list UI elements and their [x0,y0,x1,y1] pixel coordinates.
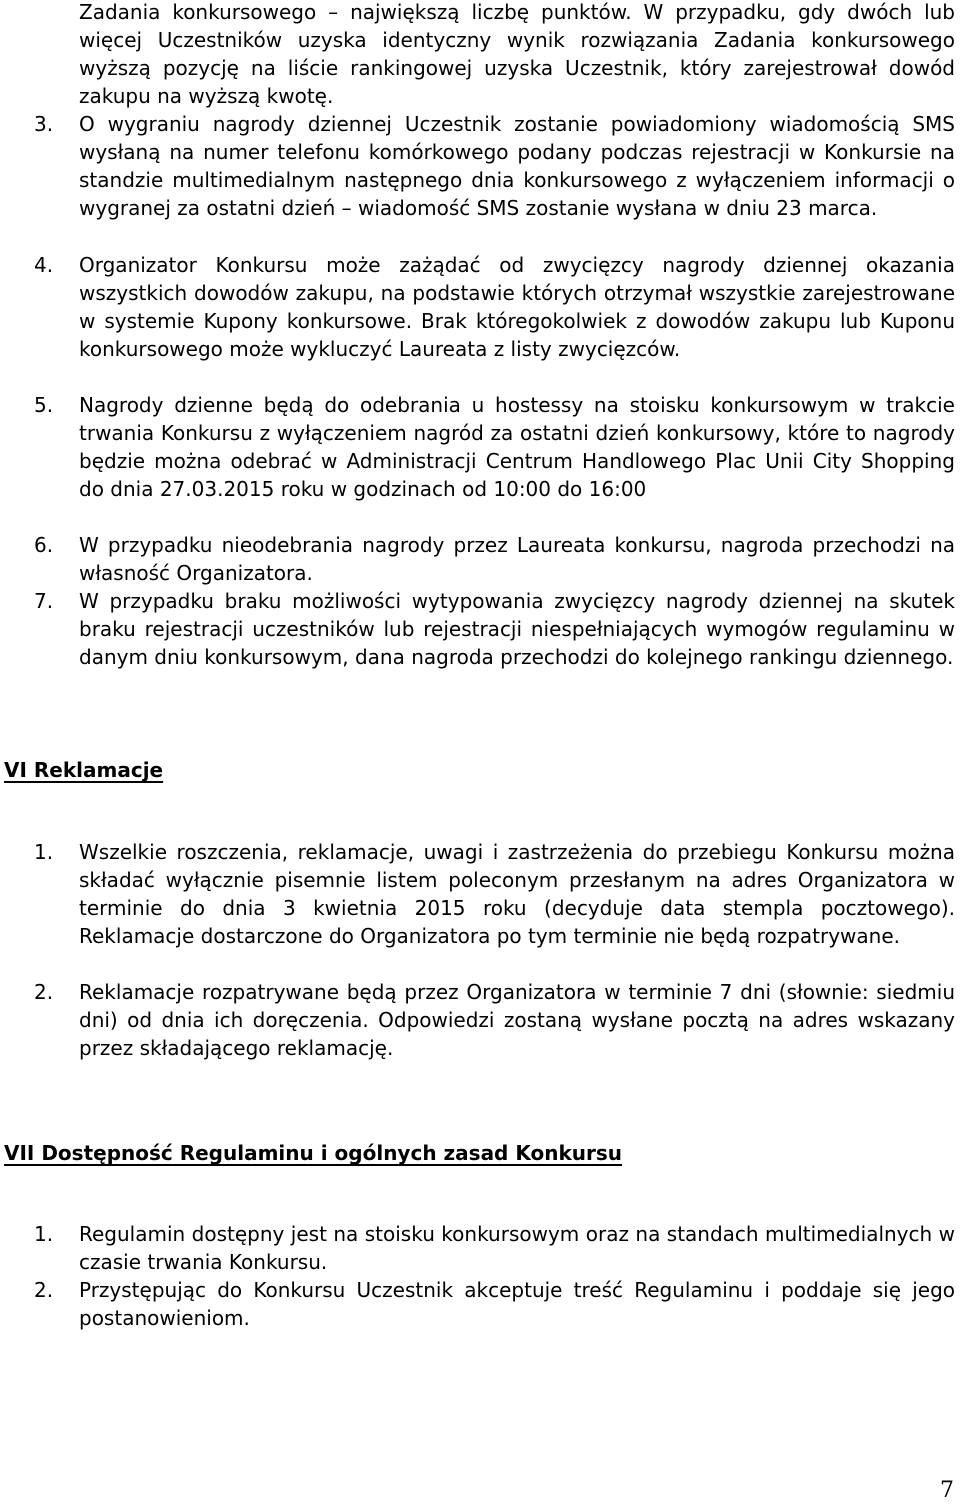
list-number: 6. [34,533,54,557]
list-number: 1. [34,1222,54,1246]
list-item [34,978,955,1062]
list-item-text: Organizator Konkursu może zażądać od zwycięzcy nagrody dziennej okazania wszystkich dowodów zakupu, na podstawie których otrzymał wszystkie zarejestrowane w systemie Kupony konkursowe. Brak któregokolwiek z dowodów zakupu lub Kuponu konkursowego może wykluczyć Laureata z listy zwycięzców. [79,253,955,361]
list-item-text: W przypadku braku możliwości wytypowania zwycięzcy nagrody dziennej na skutek braku rejestracji uczestników lub rejestracji niespełniających wymogów regulaminu w danym dniu konkursowym, dana nagroda przechodzi do kolejnego rankingu dziennego. [79,589,955,669]
page-number: 7 [940,1478,954,1503]
list-item [34,838,955,950]
paragraph-continuation [79,0,955,110]
list-item [34,251,955,363]
section-heading-reklamacje: VI Reklamacje [4,758,164,782]
list-number: 7. [34,589,54,613]
list-number: 3. [34,112,54,136]
list-number: 2. [34,980,54,1004]
list-item [34,1220,955,1276]
list-item-text: Regulamin dostępny jest na stoisku konkursowym oraz na standach multimedialnych w czasie trwania Konkursu. [79,1222,955,1274]
list-number: 2. [34,1278,54,1302]
list-item [34,587,955,671]
section-heading-dostepnosc: VII Dostępność Regulaminu i ogólnych zasad Konkursu [4,1141,623,1165]
list-item-text: W przypadku nieodebrania nagrody przez Laureata konkursu, nagroda przechodzi na własność Organizatora. [79,533,955,585]
list-item [34,1276,955,1332]
list-item-text: Przystępując do Konkursu Uczestnik akceptuje treść Regulaminu i poddaje się jego postanowieniom. [79,1278,955,1330]
list-number: 4. [34,253,54,277]
list-item-text: Reklamacje rozpatrywane będą przez Organizatora w terminie 7 dni (słownie: siedmiu dni) od dnia ich doręczenia. Odpowiedzi zostaną wysłane pocztą na adres wskazany przez składającego reklamację. [79,980,955,1060]
list-item [34,110,955,222]
list-number: 5. [34,393,54,417]
list-item [34,391,955,503]
list-number: 1. [34,840,54,864]
list-item-text: O wygraniu nagrody dziennej Uczestnik zostanie powiadomiony wiadomością SMS wysłaną na numer telefonu komórkowego podany podczas rejestracji w Konkursie na standzie multimedialnym następnego dnia konkursowego z wyłączeniem informacji o wygranej za ostatni dzień – wiadomość SMS zostanie wysłana w dniu 23 marca. [79,112,955,220]
list-item-text: Nagrody dzienne będą do odebrania u hostessy na stoisku konkursowym w trakcie trwania Konkursu z wyłączeniem nagród za ostatni dzień konkursowy, które to nagrody będzie można odebrać w Administracji Centrum Handlowego Plac Unii City Shopping do dnia 27.03.2015 roku w godzinach od 10:00 do 16:00 [79,393,955,501]
paragraph-text: Zadania konkursowego – największą liczbę punktów. W przypadku, gdy dwóch lub więcej Uczestników uzyska identyczny wynik rozwiązania Zadania konkursowego wyższą pozycję na liście rankingowej uzyska Uczestnik, który zarejestrował dowód zakupu na wyższą kwotę. [79,0,955,108]
list-item-text: Wszelkie roszczenia, reklamacje, uwagi i zastrzeżenia do przebiegu Konkursu można składać wyłącznie pisemnie listem poleconym przesłanym na adres Organizatora w terminie do dnia 3 kwietnia 2015 roku (decyduje data stempla pocztowego). Reklamacje dostarczone do Organizatora po tym terminie nie będą rozpatrywane. [79,840,955,948]
list-item [34,531,955,587]
